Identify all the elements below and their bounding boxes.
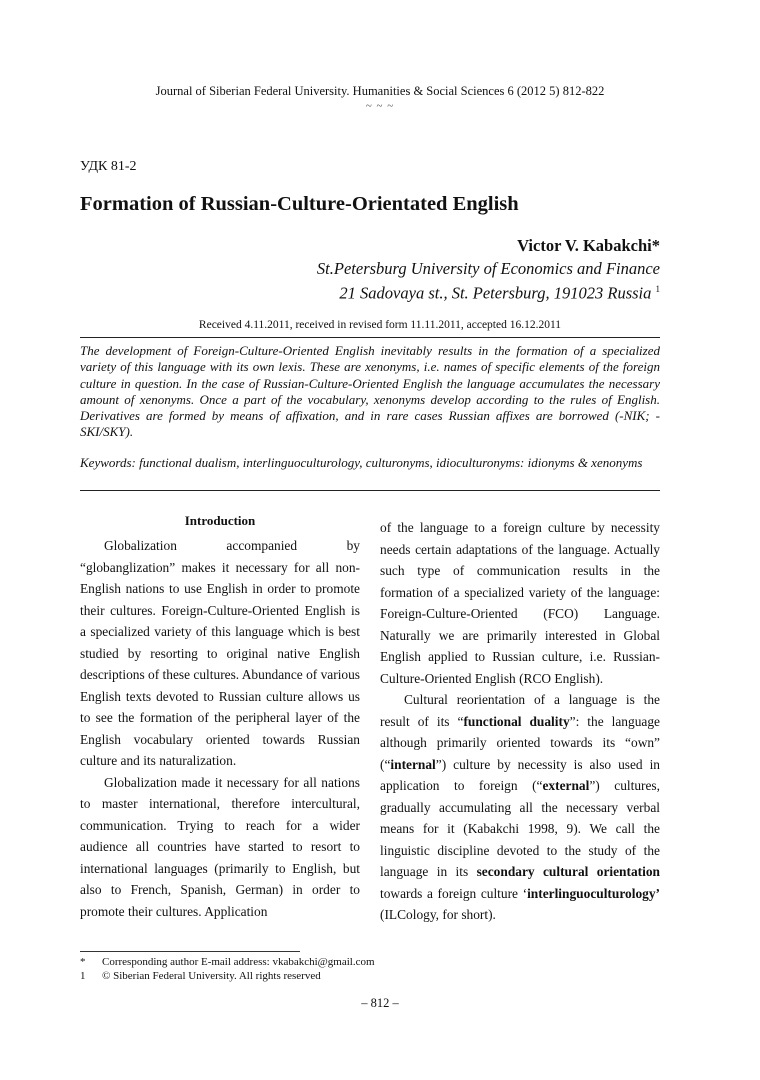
text-run: (ILCology, for short).	[380, 907, 496, 922]
footnote-text: Corresponding author E-mail address: vkabakchi@gmail.com	[102, 956, 375, 968]
left-column	[80, 512, 360, 922]
author-name: Victor V. Kabakchi*	[517, 236, 660, 255]
right-column	[380, 517, 660, 926]
footnote-copyright	[80, 969, 321, 983]
footnote-rule	[80, 951, 300, 952]
term-functional-duality: functional duality	[463, 713, 570, 729]
page-number: – 812 –	[361, 996, 399, 1010]
footnote-corresponding-author	[80, 955, 375, 969]
section-heading-introduction: Introduction	[184, 513, 256, 528]
term-secondary-cultural-orientation: secondary cultural orientation	[476, 864, 660, 879]
affiliation-line-2	[317, 279, 660, 304]
term-internal: internal	[390, 756, 436, 772]
footnote-mark: 1	[80, 970, 86, 982]
text-run: Cultural reorientation of a language is the result of its “	[380, 692, 660, 729]
header-ornament: ~ ~ ~	[365, 100, 395, 112]
abstract: The development of Foreign-Culture-Oriented English inevitably results in the formation of a specialized variety of this language with its own lexis. These are xenonyms, i.e. names of specific elements of the foreign culture in question. In the case of Russian-Culture-Oriented English the language accumulates the necessary amount of xenonyms. Once a part of the vocabulary, xenonyms develop according to the rules of English. Derivatives are formed by means of affixation, and in rare cases Russian affixes are borrowed (-NIK; -SKI/SKY).	[80, 343, 660, 440]
received-dates: Received 4.11.2011, received in revised form 11.11.2011, accepted 16.12.2011	[198, 319, 562, 331]
term-interlinguoculturology: interlinguoculturology’	[527, 885, 660, 901]
text-run: ”) cultures, gradually accumulating all the necessary verbal means for it (Kabakchi 1998, 9). We call the linguistic discipline devoted to the study of the language in its	[380, 778, 660, 879]
udk-code: УДК 81-2	[80, 159, 137, 174]
paper-title: Formation of Russian-Culture-Orientated English	[80, 193, 519, 215]
text-run: ”: the language although primarily oriented towards its “own” (“	[380, 713, 660, 772]
abstract-top-rule	[80, 337, 660, 338]
paragraph: of the language to a foreign culture by necessity needs certain adaptations of the language. Actually such type of communication results in the formation of a specialized variety of the language: Foreign-Culture-Oriented (FCO) Language. Naturally we are primarily interested in Global English applied to Russian culture, i.e. Russian-Culture-Oriented English (RCO English).	[380, 520, 660, 686]
paragraph: Globalization made it necessary for all nations to master international, therefore intercultural, communication. Trying to reach for a wider audience all countries have started to resort to international languages (primarily to English, but also to French, Spanish, German) in order to promote their cultures. Application	[80, 774, 360, 919]
affiliation-address: 21 Sadovaya st., St. Petersburg, 191023 Russia	[339, 283, 652, 303]
footnote-mark: *	[80, 956, 86, 968]
affiliation-footnote-mark: 1	[655, 284, 660, 294]
keywords: Keywords: functional dualism, interlinguoculturology, culturonyms, idioculturonyms: idionyms & xenonyms	[80, 455, 643, 470]
journal-header: Journal of Siberian Federal University. Humanities & Social Sciences 6 (2012 5) 812-822	[155, 84, 605, 98]
paragraph: Globalization accompanied by “globanglization” makes it necessary for all non-English nations to use English in order to promote their cultures. Foreign-Culture-Oriented English is a specialized variety of this language which is best studied by resorting to original native English descriptions of these cultures. Abundance of various English texts devoted to Russian culture allows us to see the formation of the peripheral layer of the English vocabulary oriented towards Russian culture and its naturalization.	[80, 538, 361, 768]
footnote-text: © Siberian Federal University. All rights reserved	[102, 970, 321, 982]
paragraph	[380, 689, 660, 926]
text-run: towards a foreign culture ‘	[380, 885, 528, 901]
text-run: ”) culture by necessity is also used in application to foreign (“	[380, 756, 660, 793]
term-external: external	[542, 778, 590, 793]
abstract-bottom-rule	[80, 490, 660, 491]
affiliation	[317, 258, 660, 304]
affiliation-line-1: St.Petersburg University of Economics and Finance	[316, 259, 660, 278]
